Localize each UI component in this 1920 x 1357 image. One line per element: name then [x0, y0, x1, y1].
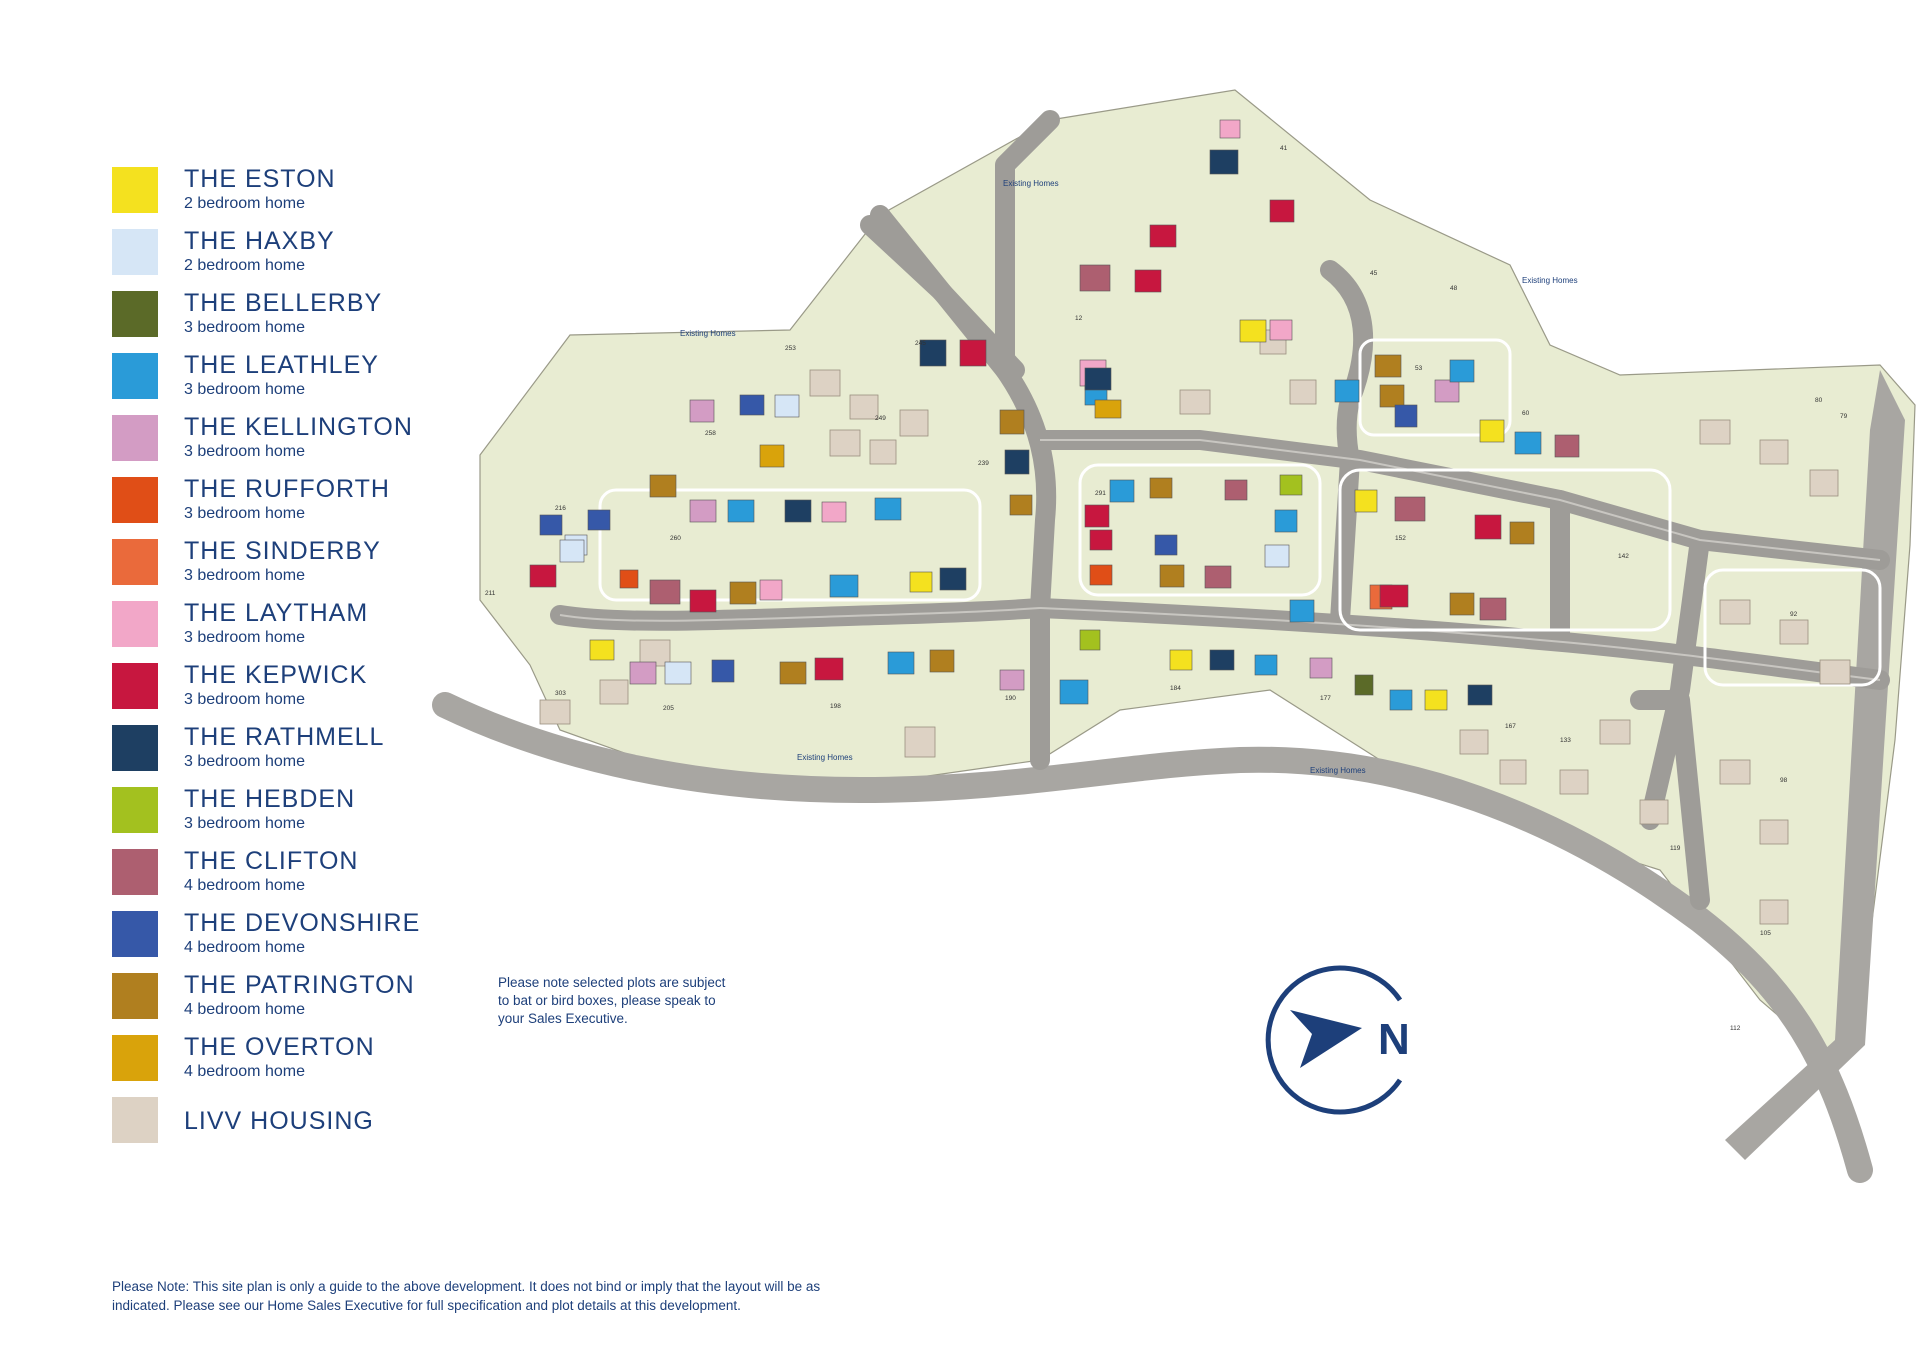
- legend-desc: 2 bedroom home: [184, 195, 305, 212]
- plot-number: 205: [663, 705, 674, 712]
- plot-number: 152: [1395, 535, 1406, 542]
- plot-number: 79: [1840, 413, 1848, 420]
- legend-name: THE SINDERBY: [184, 537, 381, 565]
- plot-number: 60: [1522, 410, 1530, 417]
- legend-desc: 4 bedroom home: [184, 939, 305, 956]
- plot-number: 245: [915, 340, 926, 347]
- legend-name: THE LAYTHAM: [184, 599, 369, 627]
- legend-name: LIVV HOUSING: [184, 1107, 374, 1135]
- plot-number: 48: [1450, 285, 1458, 292]
- legend-desc: 3 bedroom home: [184, 567, 305, 584]
- plot-number: 253: [785, 345, 796, 352]
- legend-name: THE BELLERBY: [184, 289, 383, 317]
- legend-name: THE RUFFORTH: [184, 475, 390, 503]
- legend-name: THE PATRINGTON: [184, 971, 415, 999]
- legend-desc: 3 bedroom home: [184, 629, 305, 646]
- legend-desc: 4 bedroom home: [184, 877, 305, 894]
- plot-number: 216: [555, 505, 566, 512]
- plot-number: 92: [1790, 611, 1798, 618]
- plot-number: 239: [978, 460, 989, 467]
- plot-number: 119: [1670, 845, 1681, 852]
- legend-desc: 2 bedroom home: [184, 257, 305, 274]
- legend-name: THE CLIFTON: [184, 847, 359, 875]
- plot-number: 41: [1280, 145, 1288, 152]
- plot-number: 211: [485, 590, 496, 597]
- legend-name: THE DEVONSHIRE: [184, 909, 421, 937]
- bat-box-note: Please note selected plots are subject to bat or bird boxes, please speak to your Sales Executive.: [498, 975, 726, 1026]
- plot-number: 291: [1095, 490, 1106, 497]
- legend-name: THE HAXBY: [184, 227, 335, 255]
- legend-desc: 3 bedroom home: [184, 443, 305, 460]
- plot-number: 303: [555, 690, 566, 697]
- north-compass-icon: [1250, 950, 1430, 1130]
- legend-name: THE KEPWICK: [184, 661, 368, 689]
- legend-name: THE OVERTON: [184, 1033, 375, 1061]
- disclaimer-footer: Please Note: This site plan is only a guide to the above development. It does not bind or imply that the layout will be as indicated. Please see our Home Sales Executive for full specification and plot details at this development.: [112, 1279, 821, 1313]
- existing-homes-label: Existing Homes: [1522, 276, 1578, 285]
- legend-desc: 4 bedroom home: [184, 1063, 305, 1080]
- legend-desc: 4 bedroom home: [184, 1001, 305, 1018]
- plot-number: 177: [1320, 695, 1331, 702]
- plot-number: 80: [1815, 397, 1823, 404]
- plot-number: 258: [705, 430, 716, 437]
- existing-homes-label: Existing Homes: [797, 753, 853, 762]
- plot-number: 12: [1075, 315, 1083, 322]
- plot-number: 112: [1730, 1025, 1741, 1032]
- compass-letter: N: [1378, 1015, 1410, 1064]
- plot-number: 98: [1780, 777, 1788, 784]
- existing-homes-label: Existing Homes: [1003, 179, 1059, 188]
- legend-desc: 3 bedroom home: [184, 319, 305, 336]
- legend-desc: 3 bedroom home: [184, 691, 305, 708]
- existing-homes-label: Existing Homes: [680, 329, 736, 338]
- existing-homes-label: Existing Homes: [1310, 766, 1366, 775]
- legend-name: THE ESTON: [184, 165, 336, 193]
- legend-desc: 3 bedroom home: [184, 505, 305, 522]
- compass-arrow-icon: [1290, 1010, 1362, 1068]
- plot-number: 142: [1618, 553, 1629, 560]
- plot-number: 167: [1505, 723, 1516, 730]
- legend-name: THE RATHMELL: [184, 723, 385, 751]
- legend-desc: 3 bedroom home: [184, 815, 305, 832]
- plot-number: 133: [1560, 737, 1571, 744]
- plot-number: 249: [875, 415, 886, 422]
- plot-number: 198: [830, 703, 841, 710]
- plot-number: 53: [1415, 365, 1423, 372]
- legend-name: THE LEATHLEY: [184, 351, 379, 379]
- plot-number: 45: [1370, 270, 1378, 277]
- legend-desc: 3 bedroom home: [184, 381, 305, 398]
- plot-number: 260: [670, 535, 681, 542]
- legend-name: THE KELLINGTON: [184, 413, 413, 441]
- legend-name: THE HEBDEN: [184, 785, 356, 813]
- plot-number: 184: [1170, 685, 1181, 692]
- legend-desc: 3 bedroom home: [184, 753, 305, 770]
- plot-number: 190: [1005, 695, 1016, 702]
- plot-number: 105: [1760, 930, 1771, 937]
